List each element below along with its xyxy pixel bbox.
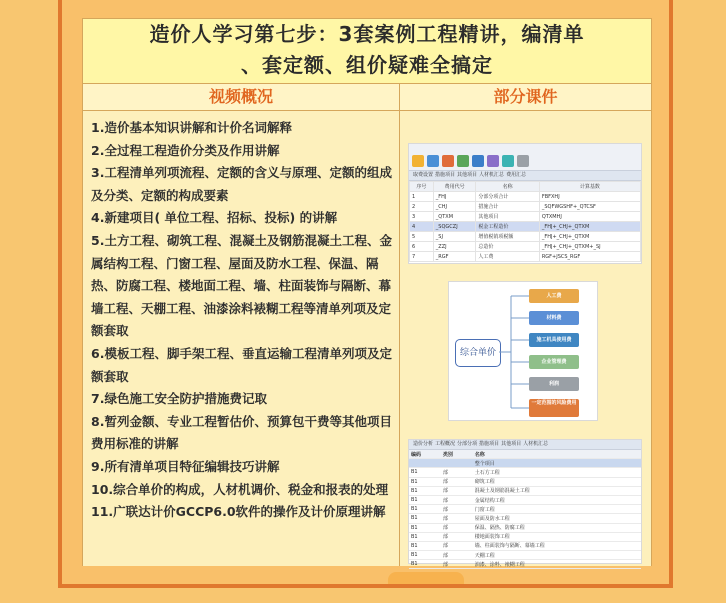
table-row[interactable] (409, 532, 641, 541)
software-screenshot-fees (408, 143, 642, 264)
sheet-tab[interactable]: 人材机汇总 (479, 172, 505, 178)
cell: B1 (409, 514, 441, 523)
settings-icon (517, 155, 529, 167)
check-icon (457, 155, 469, 167)
sheet-tab[interactable]: 措施项目 (479, 441, 500, 447)
cell: QTXMHJ (539, 212, 640, 222)
cell: B1 (409, 477, 441, 486)
table-row[interactable] (409, 514, 641, 523)
item-table (409, 450, 641, 569)
cell: FBFXHJ (539, 192, 640, 202)
table-row[interactable] (409, 495, 641, 504)
table-row[interactable] (409, 477, 641, 486)
cell: 部 (441, 514, 473, 523)
cell: 门窗工程 (473, 505, 641, 514)
course-item: 7.绿色施工安全防护措施费记取 (91, 391, 267, 407)
page-title (83, 19, 651, 84)
cell: _SQGCZJ (433, 222, 476, 232)
cell: _FHJ+_CHJ+_QTXM (539, 222, 640, 232)
bottom-tab (388, 572, 464, 584)
table-row[interactable] (409, 551, 641, 560)
table-row[interactable] (409, 541, 641, 550)
cell: 措施合计 (476, 202, 539, 212)
diagram-node-risk: 一定范围的风险费用 (529, 399, 579, 417)
table-row[interactable] (409, 523, 641, 532)
table-row[interactable] (409, 468, 641, 477)
unit-price-diagram (448, 281, 598, 421)
heading-video-overview: 视频概况 (83, 84, 400, 111)
cell: _FHJ (433, 192, 476, 202)
report-icon (487, 155, 499, 167)
cell: _RGF (433, 252, 476, 262)
cell: 增值税销项税额 (476, 232, 539, 242)
cell: 2 (410, 202, 434, 212)
cell: 6 (410, 242, 434, 252)
sheet-tab[interactable]: 工程概况 (435, 441, 456, 447)
cell: B1 (409, 551, 441, 560)
table-row[interactable] (410, 232, 641, 242)
course-item: 10.综合单价的构成，人材机调价、税金和报表的处理 (91, 481, 389, 497)
diagram-node-management: 企业管理费 (529, 355, 579, 369)
cell: 部 (441, 551, 473, 560)
cell: 部 (441, 486, 473, 495)
cell (409, 459, 441, 468)
table-row[interactable] (410, 252, 641, 262)
column-header: 费用代号 (433, 182, 476, 192)
courseware-panel (400, 111, 651, 566)
cell: 人工费 (476, 252, 539, 262)
column-header: 编码 (409, 450, 441, 459)
diagram-hub: 综合单价 (455, 339, 501, 367)
cell: 3 (410, 212, 434, 222)
cell: 部 (441, 495, 473, 504)
course-item: 2.全过程工程造价分类及作用讲解 (91, 142, 280, 158)
cell: B1 (409, 541, 441, 550)
column-header: 名称 (476, 182, 539, 192)
cell: 7 (410, 252, 434, 262)
import-excel-icon (442, 155, 454, 167)
sheet-tab[interactable]: 取费设置 (413, 172, 434, 178)
table-row[interactable] (409, 486, 641, 495)
cell: 4 (410, 222, 434, 232)
course-table (82, 18, 652, 566)
cell: B1 (409, 532, 441, 541)
course-item: 3.工程清单列项流程、定额的含义与原理、定额的组成及分类、定额的构成要素 (91, 165, 392, 203)
course-list-panel (83, 111, 400, 566)
course-item: 11.广联达计价GCCP6.0软件的操作及计价原理讲解 (91, 504, 386, 520)
cell: 土石方工程 (473, 468, 641, 477)
connector-lines (499, 290, 529, 414)
cell: 墙、柱面装饰与隔断、幕墙工程 (473, 541, 641, 550)
cell: _FHJ+_CHJ+_QTXM+_SJ (539, 242, 640, 252)
cell: B1 (409, 486, 441, 495)
cell: 保温、隔热、防腐工程 (473, 523, 641, 532)
course-item: 1.造价基本知识讲解和计价名词解释 (91, 120, 292, 135)
cell: 砌筑工程 (473, 477, 641, 486)
save-icon (427, 155, 439, 167)
software-screenshot-items (408, 439, 642, 568)
table-row-selected[interactable] (410, 222, 641, 232)
cell: _SJ (433, 232, 476, 242)
cell: 部 (441, 532, 473, 541)
fee-table (409, 181, 641, 262)
sheet-tab[interactable]: 造价分析 (413, 441, 434, 447)
course-item: 5.土方工程、砌筑工程、混凝土及钢筋混凝土工程、金属结构工程、门窗工程、屋面及防水工程、保温、隔热、防腐工程、楼地面工程、墙、柱面装饰与隔断、幕墙工程、天棚工程、油漆涂料裱糊工程等清单列项及定额套取 (91, 232, 392, 339)
cell: 总造价 (476, 242, 539, 252)
cell: 金属结构工程 (473, 495, 641, 504)
cell: 部 (441, 477, 473, 486)
cell: 部 (441, 523, 473, 532)
course-item: 9.所有清单项目特征编辑技巧讲解 (91, 458, 280, 474)
import-icon (412, 155, 424, 167)
diagram-node-labor: 人工费 (529, 289, 579, 303)
cell: 部 (441, 560, 473, 569)
sheet-tabs (409, 171, 641, 181)
cell: RGF+JSCS_RGF (539, 252, 640, 262)
column-header: 类别 (441, 450, 473, 459)
cell: _SQFWGSHF+_QTCSF (539, 202, 640, 212)
column-header: 名称 (473, 450, 641, 459)
table-row[interactable] (409, 505, 641, 514)
cell: B1 (409, 505, 441, 514)
cell: B1 (409, 468, 441, 477)
diagram-node-machinery: 施工机具使用费 (529, 333, 579, 347)
course-item: 6.模板工程、脚手架工程、垂直运输工程清单列项及定额套取 (91, 345, 392, 384)
cell: _CHJ (433, 202, 476, 212)
cell: 屋面及防水工程 (473, 514, 641, 523)
table-row[interactable] (410, 202, 641, 212)
cell: _ZZJ (433, 242, 476, 252)
cell: 天棚工程 (473, 551, 641, 560)
cell (441, 459, 473, 468)
cell: 分部分项合计 (476, 192, 539, 202)
sheet-tab[interactable]: 费用汇总 (506, 172, 527, 178)
table-row-selected[interactable] (409, 459, 641, 468)
ribbon-toolbar (409, 144, 641, 171)
sheet-tabs (409, 440, 641, 450)
cell: 部 (441, 505, 473, 514)
diagram-node-profit: 利润 (529, 377, 579, 391)
sheet-tab[interactable]: 其他项目 (457, 172, 478, 178)
cell: 混凝土及钢筋混凝土工程 (473, 486, 641, 495)
table-row[interactable] (409, 560, 641, 569)
table-row[interactable] (410, 212, 641, 222)
cell: _QTXM (433, 212, 476, 222)
tools-icon (502, 155, 514, 167)
cell: 5 (410, 232, 434, 242)
cell: 楼地面装饰工程 (473, 532, 641, 541)
cell: 整个项目 (473, 459, 641, 468)
cell: 税金工程造价 (476, 222, 539, 232)
diagram-node-material: 材料费 (529, 311, 579, 325)
sheet-tab[interactable]: 措施项目 (435, 172, 456, 178)
sheet-tab[interactable]: 其他项目 (501, 441, 522, 447)
title-line-1: 造价人学习第七步：3套案例工程精讲，编清单 (149, 22, 585, 46)
column-header: 序号 (410, 182, 434, 192)
cell: 部 (441, 541, 473, 550)
cell: B1 (409, 495, 441, 504)
title-line-2: 、套定额、组价疑难全搞定 (241, 53, 493, 77)
cell: 部 (441, 468, 473, 477)
sheet-tab[interactable]: 人材机汇总 (523, 441, 549, 447)
cell: 其他项目 (476, 212, 539, 222)
cell: 1 (410, 192, 434, 202)
course-item: 8.暂列金额、专业工程暂估价、预算包干费等其他项目费用标准的讲解 (91, 413, 392, 452)
table-row[interactable] (410, 192, 641, 202)
cell: B1 (409, 560, 441, 569)
column-header: 计算基数 (539, 182, 640, 192)
cell: _FHJ+_CHJ+_QTXM (539, 232, 640, 242)
course-item: 4.新建项目( 单位工程、招标、投标) 的讲解 (91, 210, 338, 226)
heading-courseware: 部分课件 (400, 84, 651, 111)
cell: B1 (409, 523, 441, 532)
cell: 油漆、涂料、裱糊工程 (473, 560, 641, 569)
table-row[interactable] (410, 242, 641, 252)
calc-icon (472, 155, 484, 167)
sheet-tab[interactable]: 分部分项 (457, 441, 478, 447)
